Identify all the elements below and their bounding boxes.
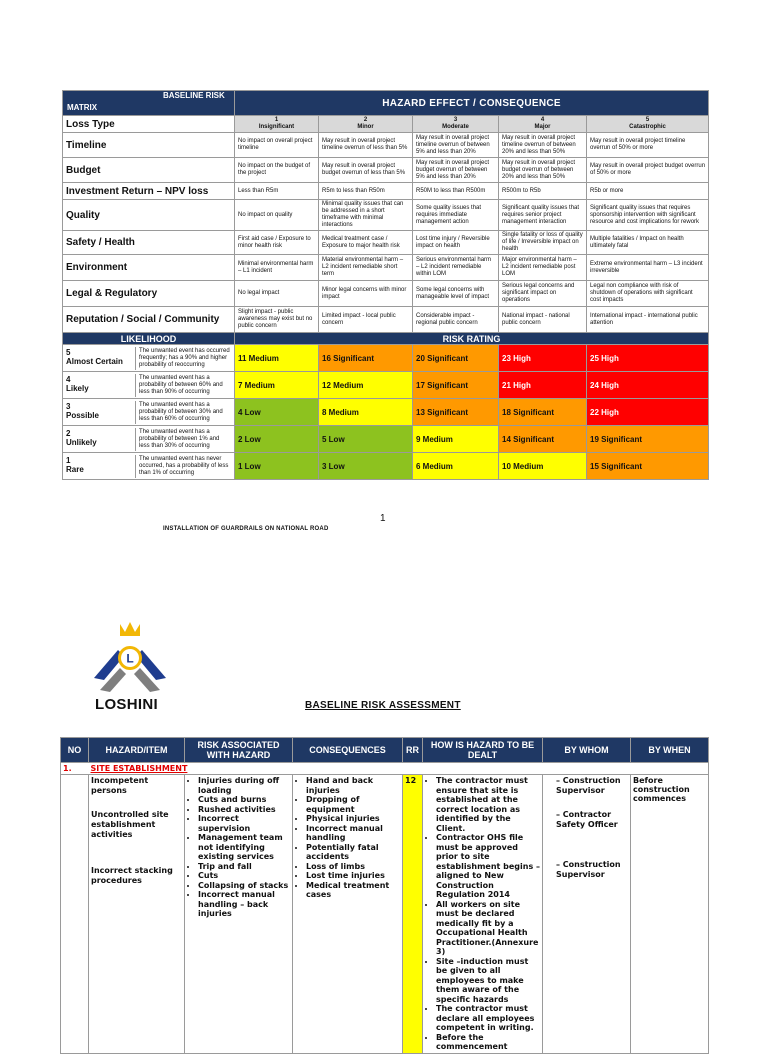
likelihood-description: The unwanted event has a probability of between 60% and less than 90% of occurring bbox=[139, 374, 223, 395]
consequence-description: No impact on overall project timeline bbox=[235, 133, 319, 158]
level-number: 2 bbox=[363, 117, 368, 123]
likelihood-number: 5 bbox=[66, 347, 71, 357]
loshini-logo-icon bbox=[90, 620, 170, 695]
measures-cell bbox=[423, 775, 543, 1054]
risk-assessment-table bbox=[60, 737, 709, 1054]
list-item: • Loss of limbs bbox=[306, 862, 400, 872]
footer-title: INSTALLATION OF GUARDRAILS ON NATIONAL ROAD bbox=[163, 526, 329, 532]
consequence-description: May result in overall project budget overrun of between 5% and less than 20% bbox=[413, 158, 499, 183]
risk-rating-cell: 5 Low bbox=[319, 426, 413, 453]
risk-rating-cell: 4 Low bbox=[235, 399, 319, 426]
responsible-person: – Contractor Safety Officer bbox=[556, 810, 618, 829]
risk-rating-cell: 3 Low bbox=[319, 453, 413, 480]
consequence-description: Less than R5m bbox=[235, 183, 319, 200]
level-name: Catastrophic bbox=[629, 124, 666, 130]
risk-rating-cell: 7 Medium bbox=[235, 372, 319, 399]
column-header: NO bbox=[61, 738, 89, 763]
consequence-level-2 bbox=[319, 116, 413, 133]
matrix-title-line1: BASELINE RISK bbox=[163, 91, 225, 100]
list-item: • Trip and fall bbox=[198, 862, 290, 872]
consequence-description: R5m to less than R50m bbox=[319, 183, 413, 200]
risk-rating-cell: 17 Significant bbox=[413, 372, 499, 399]
risk-rating-value: 12 bbox=[403, 775, 423, 1054]
measures-list bbox=[425, 776, 540, 1052]
company-name: LOSHINI bbox=[95, 696, 158, 713]
risk-rating-cell: 2 Low bbox=[235, 426, 319, 453]
consequence-description: Lost time injury / Reversible impact on health bbox=[413, 231, 499, 255]
consequence-cell bbox=[293, 775, 403, 1054]
list-item: • Management team not identifying existing services bbox=[198, 833, 290, 862]
consequence-description: Some quality issues that requires immediate management action bbox=[413, 200, 499, 231]
column-header: BY WHEN bbox=[631, 738, 709, 763]
level-name: Major bbox=[534, 124, 551, 130]
consequence-level-3 bbox=[413, 116, 499, 133]
list-item: • Hand and back injuries bbox=[306, 776, 400, 795]
risk-rating-cell: 21 High bbox=[499, 372, 587, 399]
hazard-item: Uncontrolled site establishment activities bbox=[91, 810, 169, 839]
column-header: RR bbox=[403, 738, 423, 763]
risk-rating-cell: 13 Significant bbox=[413, 399, 499, 426]
baseline-risk-matrix bbox=[62, 90, 709, 480]
likelihood-name: Rare bbox=[66, 464, 84, 474]
consequence-description: May result in overall project budget overrun of less than 5% bbox=[319, 158, 413, 183]
loss-type-2: Investment Return – NPV loss bbox=[63, 183, 235, 200]
list-item: • Medical treatment cases bbox=[306, 881, 400, 900]
likelihood-cell bbox=[63, 399, 235, 426]
level-name: Minor bbox=[357, 124, 374, 130]
likelihood-cell bbox=[63, 453, 235, 480]
consequence-description: Significant quality issues that requires sponsorship intervention with significant resource and cost implications for rework bbox=[587, 200, 709, 231]
risk-rating-cell: 25 High bbox=[587, 345, 709, 372]
list-item: • Incorrect manual handling – back injuries bbox=[198, 890, 290, 919]
likelihood-description: The unwanted event has a probability of between 30% and less than 60% of occurring bbox=[139, 401, 223, 422]
consequence-description: May result in overall project timeline overrun of between 20% and less than 50% bbox=[499, 133, 587, 158]
risk-rating-cell: 8 Medium bbox=[319, 399, 413, 426]
list-item: • Cuts and burns bbox=[198, 795, 290, 805]
likelihood-name: Likely bbox=[66, 383, 89, 393]
level-name: Insignificant bbox=[258, 124, 295, 130]
consequence-description: May result in overall project timeline overrun of 50% or more bbox=[587, 133, 709, 158]
consequence-description: Single fatality or loss of quality of life / Irreversible impact on health bbox=[499, 231, 587, 255]
list-item: • Site –induction must be given to all employees to make them aware of the specific hazards bbox=[436, 957, 540, 1005]
column-header: BY WHOM bbox=[543, 738, 631, 763]
list-item: • Rushed activities bbox=[198, 805, 290, 815]
likelihood-number: 2 bbox=[66, 428, 71, 438]
risk-rating-cell: 6 Medium bbox=[413, 453, 499, 480]
consequence-description: National impact - national public concern bbox=[499, 307, 587, 333]
consequence-list bbox=[295, 776, 400, 900]
risk-rating-cell: 1 Low bbox=[235, 453, 319, 480]
responsible-person: – Construction Supervisor bbox=[556, 860, 621, 879]
consequence-description: Slight impact - public awareness may exist but no public concern bbox=[235, 307, 319, 333]
loss-type-3: Quality bbox=[63, 200, 235, 231]
likelihood-cell bbox=[63, 345, 235, 372]
list-item: • Incorrect manual handling bbox=[306, 824, 400, 843]
consequence-description: No impact on quality bbox=[235, 200, 319, 231]
hazard-cell bbox=[89, 775, 185, 1054]
level-number: 5 bbox=[645, 117, 650, 123]
list-item: • Incorrect supervision bbox=[198, 814, 290, 833]
consequence-description: May result in overall project timeline overrun of between 5% and less than 20% bbox=[413, 133, 499, 158]
column-header: HAZARD/ITEM bbox=[89, 738, 185, 763]
column-header: CONSEQUENCES bbox=[293, 738, 403, 763]
consequence-description: Serious environmental harm – L2 incident remediable within LOM bbox=[413, 255, 499, 281]
consequence-description: R50M to less than R500m bbox=[413, 183, 499, 200]
list-item: • Potentially fatal accidents bbox=[306, 843, 400, 862]
risk-rating-cell: 10 Medium bbox=[499, 453, 587, 480]
consequence-description: May result in overall project budget overrun of 50% or more bbox=[587, 158, 709, 183]
risk-rating-cell: 24 High bbox=[587, 372, 709, 399]
matrix-title bbox=[63, 91, 235, 116]
hazard-item: Incorrect stacking procedures bbox=[91, 866, 173, 885]
consequence-description: Legal non compliance with risk of shutdown of operations with significant cost impacts bbox=[587, 281, 709, 307]
consequence-level-4 bbox=[499, 116, 587, 133]
consequence-description: Major environmental harm – L2 incident remediable post LOM bbox=[499, 255, 587, 281]
risk-rating-cell: 9 Medium bbox=[413, 426, 499, 453]
consequence-description: R5b or more bbox=[587, 183, 709, 200]
consequence-description: Minimal quality issues that can be addressed in a short timeframe with minimal interactions bbox=[319, 200, 413, 231]
level-number: 1 bbox=[274, 117, 279, 123]
risk-list bbox=[187, 776, 290, 919]
consequence-description: Medical treatment case / Exposure to major health risk bbox=[319, 231, 413, 255]
likelihood-cell bbox=[63, 426, 235, 453]
consequence-description: R500m to R5b bbox=[499, 183, 587, 200]
by-whom-cell bbox=[543, 775, 631, 1054]
likelihood-header: LIKELIHOOD bbox=[63, 333, 235, 345]
consequence-description: First aid case / Exposure to minor health risk bbox=[235, 231, 319, 255]
risk-rating-cell: 14 Significant bbox=[499, 426, 587, 453]
risk-rating-cell: 16 Significant bbox=[319, 345, 413, 372]
document-title: BASELINE RISK ASSESSMENT bbox=[305, 700, 461, 711]
consequence-description: Serious legal concerns and significant impact on operations bbox=[499, 281, 587, 307]
risk-rating-cell: 11 Medium bbox=[235, 345, 319, 372]
consequence-level-5 bbox=[587, 116, 709, 133]
loss-type-5: Environment bbox=[63, 255, 235, 281]
list-item: • Before the commencement bbox=[436, 1033, 540, 1052]
level-number: 4 bbox=[540, 117, 545, 123]
consequence-description: Multiple fatalities / Impact on health ultimately fatal bbox=[587, 231, 709, 255]
level-name: Moderate bbox=[442, 124, 469, 130]
consequence-description: May result in overall project budget overrun of between 20% and less than 50% bbox=[499, 158, 587, 183]
level-number: 3 bbox=[453, 117, 458, 123]
matrix-title-line2: MATRIX bbox=[67, 103, 98, 112]
page-number: 1 bbox=[380, 513, 386, 524]
row-number-cell bbox=[61, 775, 89, 1054]
loss-type-6: Legal & Regulatory bbox=[63, 281, 235, 307]
risk-rating-cell: 20 Significant bbox=[413, 345, 499, 372]
hazard-effect-header: HAZARD EFFECT / CONSEQUENCE bbox=[235, 91, 709, 116]
risk-rating-cell: 22 High bbox=[587, 399, 709, 426]
loss-type-4: Safety / Health bbox=[63, 231, 235, 255]
likelihood-name: Possible bbox=[66, 410, 99, 420]
risk-rating-cell: 12 Medium bbox=[319, 372, 413, 399]
likelihood-name: Almost Certain bbox=[66, 356, 123, 366]
column-header: RISK ASSOCIATED WITH HAZARD bbox=[185, 738, 293, 763]
loss-type-1: Budget bbox=[63, 158, 235, 183]
section-number: 1. bbox=[61, 763, 89, 775]
responsible-person: – Construction Supervisor bbox=[556, 776, 621, 795]
likelihood-number: 4 bbox=[66, 374, 71, 384]
risk-rating-cell: 19 Significant bbox=[587, 426, 709, 453]
likelihood-description: The unwanted event has a probability of between 1% and less than 30% of occurring bbox=[139, 428, 220, 449]
list-item: • Lost time injuries bbox=[306, 871, 400, 881]
risk-rating-cell: 23 High bbox=[499, 345, 587, 372]
likelihood-number: 3 bbox=[66, 401, 71, 411]
consequence-level-1 bbox=[235, 116, 319, 133]
likelihood-number: 1 bbox=[66, 455, 71, 465]
consequence-description: May result in overall project timeline overrun of less than 5% bbox=[319, 133, 413, 158]
logo-letter: L bbox=[126, 651, 134, 666]
consequence-description: Considerable impact - regional public concern bbox=[413, 307, 499, 333]
likelihood-cell bbox=[63, 372, 235, 399]
column-header: HOW IS HAZARD TO BE DEALT bbox=[423, 738, 543, 763]
consequence-description: International impact - international public attention bbox=[587, 307, 709, 333]
likelihood-name: Unlikely bbox=[66, 437, 97, 447]
list-item: • All workers on site must be declared medically fit by a Occupational Health Practitioner.(Annexure 3) bbox=[436, 900, 540, 957]
consequence-description: Extreme environmental harm – L3 incident irreversible bbox=[587, 255, 709, 281]
risk-cell bbox=[185, 775, 293, 1054]
list-item: • Physical injuries bbox=[306, 814, 400, 824]
consequence-description: Some legal concerns with manageable level of impact bbox=[413, 281, 499, 307]
list-item: • The contractor must ensure that site is established at the correct location as identified by the Client. bbox=[436, 776, 540, 833]
consequence-description: Minimal environmental harm – L1 incident bbox=[235, 255, 319, 281]
likelihood-description: The unwanted event has occurred frequently; has a 90% and higher probability of reoccurring bbox=[139, 347, 230, 368]
consequence-description: Material environmental harm – L2 incident remediable short term bbox=[319, 255, 413, 281]
risk-rating-header: RISK RATING bbox=[235, 333, 709, 345]
by-when-cell: Before construction commences bbox=[631, 775, 709, 1054]
likelihood-description: The unwanted event has never occurred, has a probability of less than 1% of occurring bbox=[139, 455, 229, 476]
loss-type-0: Timeline bbox=[63, 133, 235, 158]
section-title: SITE ESTABLISHMENT bbox=[89, 763, 709, 775]
consequence-description: Limited impact - local public concern bbox=[319, 307, 413, 333]
risk-rating-cell: 15 Significant bbox=[587, 453, 709, 480]
list-item: • Injuries during off loading bbox=[198, 776, 290, 795]
hazard-item: Incompetent persons bbox=[91, 776, 149, 795]
list-item: • The contractor must declare all employees competent in writing. bbox=[436, 1004, 540, 1033]
loss-type-label: Loss Type bbox=[63, 116, 235, 133]
list-item: • Dropping of equipment bbox=[306, 795, 400, 814]
consequence-description: Significant quality issues that requires senior project management interaction bbox=[499, 200, 587, 231]
list-item: • Collapsing of stacks bbox=[198, 881, 290, 891]
loss-type-7: Reputation / Social / Community bbox=[63, 307, 235, 333]
consequence-description: No impact on the budget of the project bbox=[235, 158, 319, 183]
consequence-description: No legal impact bbox=[235, 281, 319, 307]
consequence-description: Minor legal concerns with minor impact bbox=[319, 281, 413, 307]
list-item: • Cuts bbox=[198, 871, 290, 881]
risk-rating-cell: 18 Significant bbox=[499, 399, 587, 426]
list-item: • Contractor OHS file must be approved prior to site establishment begins – aligned to New Construction Regulation 2014 bbox=[436, 833, 540, 900]
